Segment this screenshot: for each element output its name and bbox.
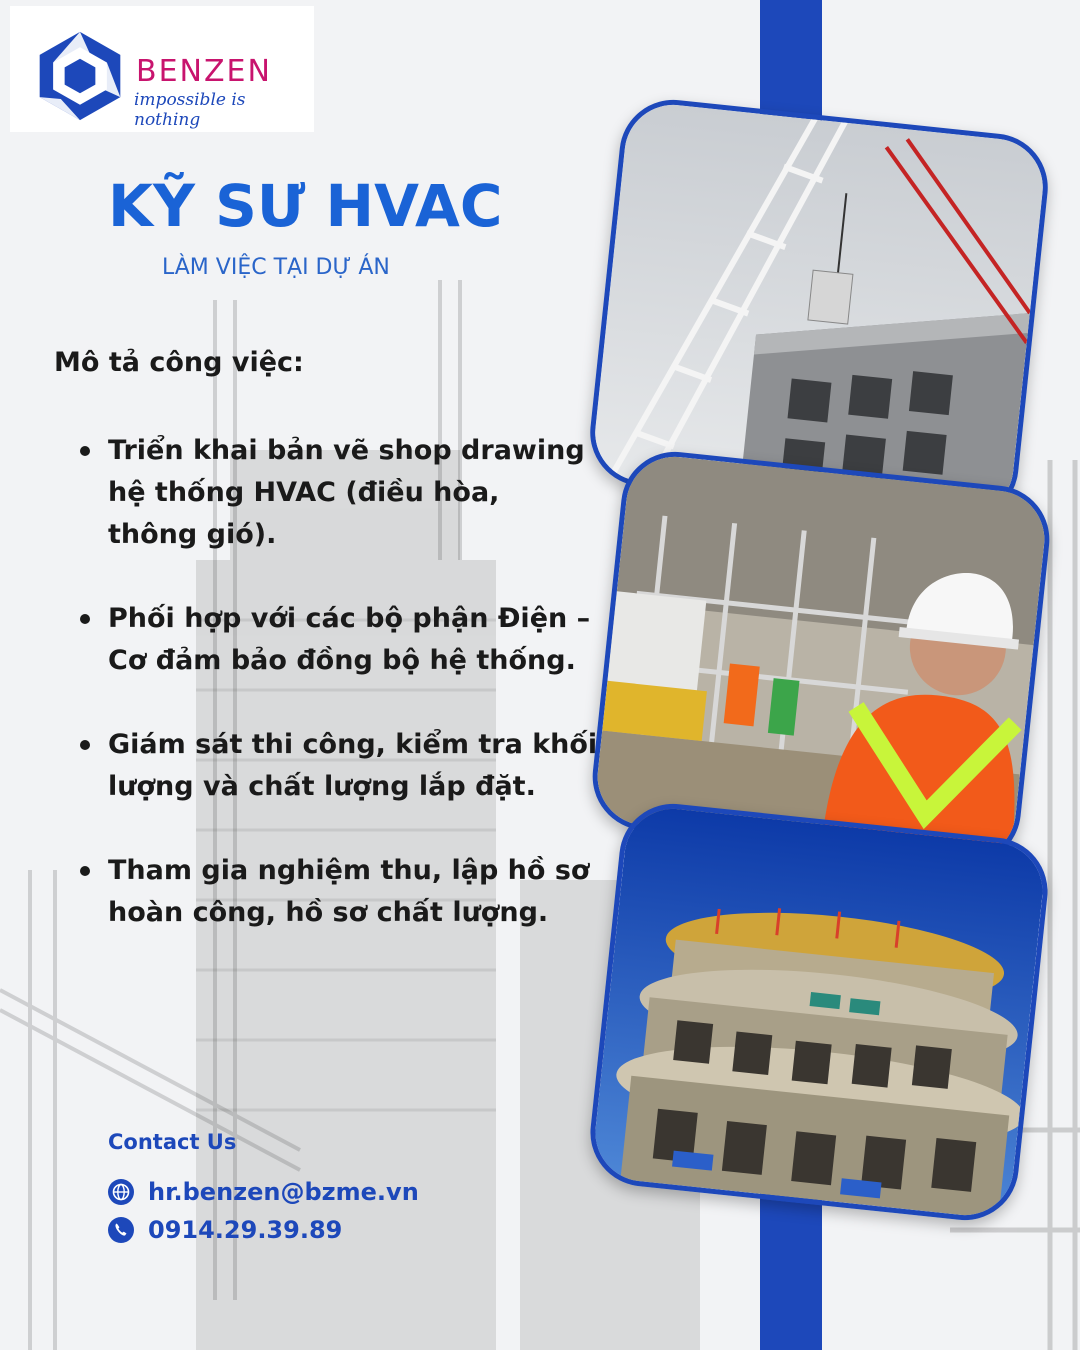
contact-email-row[interactable] (108, 1178, 419, 1206)
brand-tagline: impossible is nothing (134, 90, 246, 130)
duty-item (78, 850, 598, 934)
company-logo (10, 6, 314, 132)
job-subtitle: LÀM VIỆC TẠI DỰ ÁN (162, 255, 390, 280)
description-heading: Mô tả công việc: (54, 347, 304, 378)
contact-heading: Contact Us (108, 1130, 237, 1154)
bullet-icon (80, 446, 90, 456)
duty-text: Tham gia nghiệm thu, lập hồ sơ hoàn công, hồ sơ chất lượng. (108, 855, 590, 928)
duty-list (78, 430, 598, 976)
phone-icon (108, 1217, 134, 1243)
duty-text: Triển khai bản vẽ shop drawing hệ thống HVAC (điều hòa, thông gió). (108, 435, 585, 550)
duty-item (78, 724, 598, 808)
duty-text: Giám sát thi công, kiểm tra khối lượng và chất lượng lắp đặt. (108, 729, 598, 802)
duty-text: Phối hợp với các bộ phận Điện – Cơ đảm bảo đồng bộ hệ thống. (108, 603, 591, 676)
contact-phone-row[interactable] (108, 1216, 342, 1244)
bullet-icon (80, 740, 90, 750)
bullet-icon (80, 866, 90, 876)
round-building-photo (585, 799, 1053, 1226)
globe-icon (108, 1179, 134, 1205)
contact-phone-link[interactable]: 0914.29.39.89 (148, 1216, 343, 1244)
bullet-icon (80, 614, 90, 624)
job-title: KỸ SƯ HVAC (108, 172, 503, 240)
hexagon-swirl-logo-icon (32, 28, 128, 124)
brand-name: BENZEN (136, 54, 272, 89)
duty-item (78, 598, 598, 682)
duty-item (78, 430, 598, 556)
contact-email-link[interactable]: hr.benzen@bzme.vn (148, 1178, 419, 1206)
